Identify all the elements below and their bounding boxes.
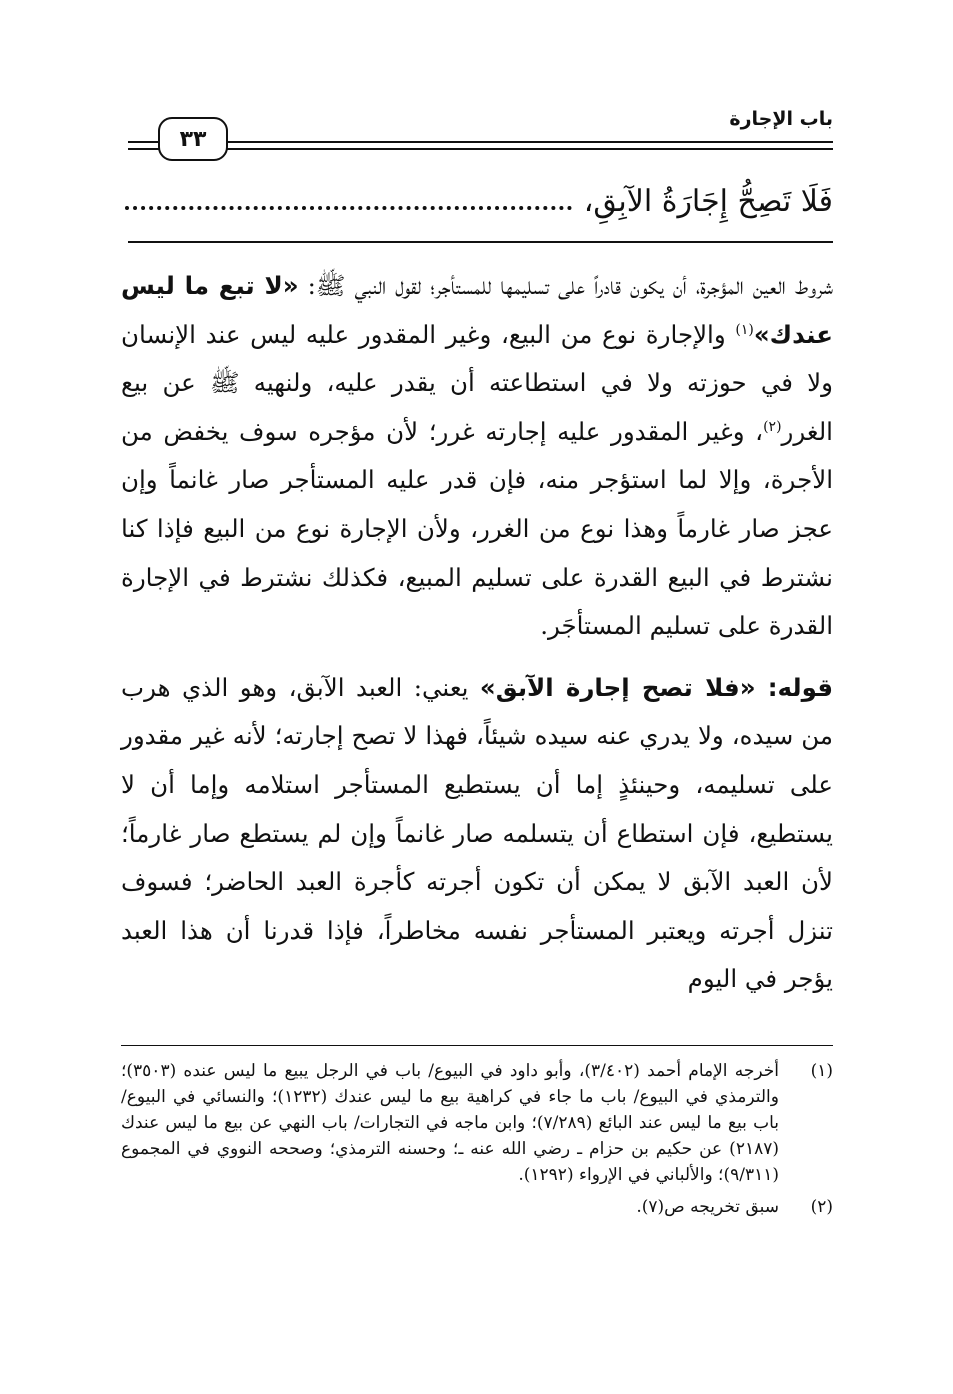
commentary-body <box>121 262 833 1004</box>
para1-text-3: ، وغير المقدور عليه إجارته غرر؛ لأن مؤجره سوف يخفض من الأجرة، وإلا لما استؤجر منه، فإن قدر عليه المستأجر صار غانماً وإن عجز صار غارماً وهذا نوع من الغرر، ولأن الإجارة نوع من البيع فإذا كنا نشترط في البيع القدرة على تسليم المبيع، فكذلك نشترط في الإجارة القدرة على تسليم المستأجَر. <box>121 416 833 641</box>
header-rule-top <box>128 141 833 143</box>
para1-text-2: والإجارة نوع من البيع، وغير المقدور عليه ليس عند الإنسان ولا في حوزته ولا في استطاعته أن يقدر عليه، ولنهيه ﷺ عن بيع الغرر <box>121 319 833 446</box>
footnote-number: (٢) <box>810 1197 833 1217</box>
chapter-title: باب الإجارة <box>729 108 833 130</box>
footnote-ref-1: (١) <box>735 321 754 338</box>
para1-text-1: شروط العين المؤجرة، أن يكون قادراً على تسليمها للمستأجر؛ لقول النبي ﷺ: <box>298 271 833 300</box>
footnote-item <box>121 1058 833 1188</box>
matn-dotted-leader <box>125 206 572 210</box>
para2-quote: «فلا تصح إجارة الآبق» <box>479 672 768 702</box>
footnote-separator <box>121 1045 833 1046</box>
footnote-number: (١) <box>810 1061 833 1081</box>
matn-separator-rule <box>128 241 833 243</box>
footnote-item <box>121 1194 833 1220</box>
footnotes <box>121 1058 833 1226</box>
paragraph-1 <box>121 262 833 651</box>
footnote-text: سبق تخريجه ص(٧). <box>636 1197 779 1217</box>
paragraph-2 <box>121 664 833 1004</box>
para2-lead: قوله: <box>767 672 833 702</box>
footnote-ref-2: (٢) <box>763 418 782 435</box>
footnote-text: أخرجه الإمام أحمد (٣/٤٠٢)، وأبو داود في البيوع/ باب في الرجل يبيع ما ليس عنده (٣٥٠٣)؛ والترمذي في البيوع/ باب ما جاء في كراهية بيع ما ليس عندك (١٢٣٢)؛ والنسائي في البيوع/ باب بيع ما ليس عند البائع (٧/٢٨٩)؛ وابن ماجه في التجارات/ باب النهي عن بيع ما ليس عندك (٢١٨٧) عن حكيم بن حزام ـ رضي الله عنه ـ؛ وحسنه الترمذي؛ وصححه النووي في المجموع (٩/٣١١)؛ والألباني في الإرواء (١٢٩٢). <box>121 1061 779 1185</box>
para2-text: يعني: العبد الآبق، وهو الذي هرب من سيده، ولا يدري عنه سيده شيئاً، فهذا لا تصح إجارته؛ لأنه غير مقدور على تسليمه، وحينئذٍ إما أن يستطيع المستأجر استلامه وإما أن لا يستطيع، فإن استطاع أن يتسلمه صار غانماً وإن لم يستطع صار غارماً؛ لأن العبد الآبق لا يمكن أن تكون أجرته كأجرة العبد الحاضر؛ فسوف تنزل أجرته ويعتبر المستأجر نفسه مخاطراً، فإذا قدرنا أن هذا العبد يؤجر في اليوم <box>121 672 833 994</box>
page-number: ٣٣ <box>158 117 228 161</box>
matn-text: فَلَا تَصِحُّ إِجَارَةُ الآبِقِ، <box>583 183 833 219</box>
header-rule-bottom <box>128 148 833 150</box>
matn-line <box>125 178 833 224</box>
hadith-quote: «لا تبع ما ليس عندك» <box>121 271 833 349</box>
